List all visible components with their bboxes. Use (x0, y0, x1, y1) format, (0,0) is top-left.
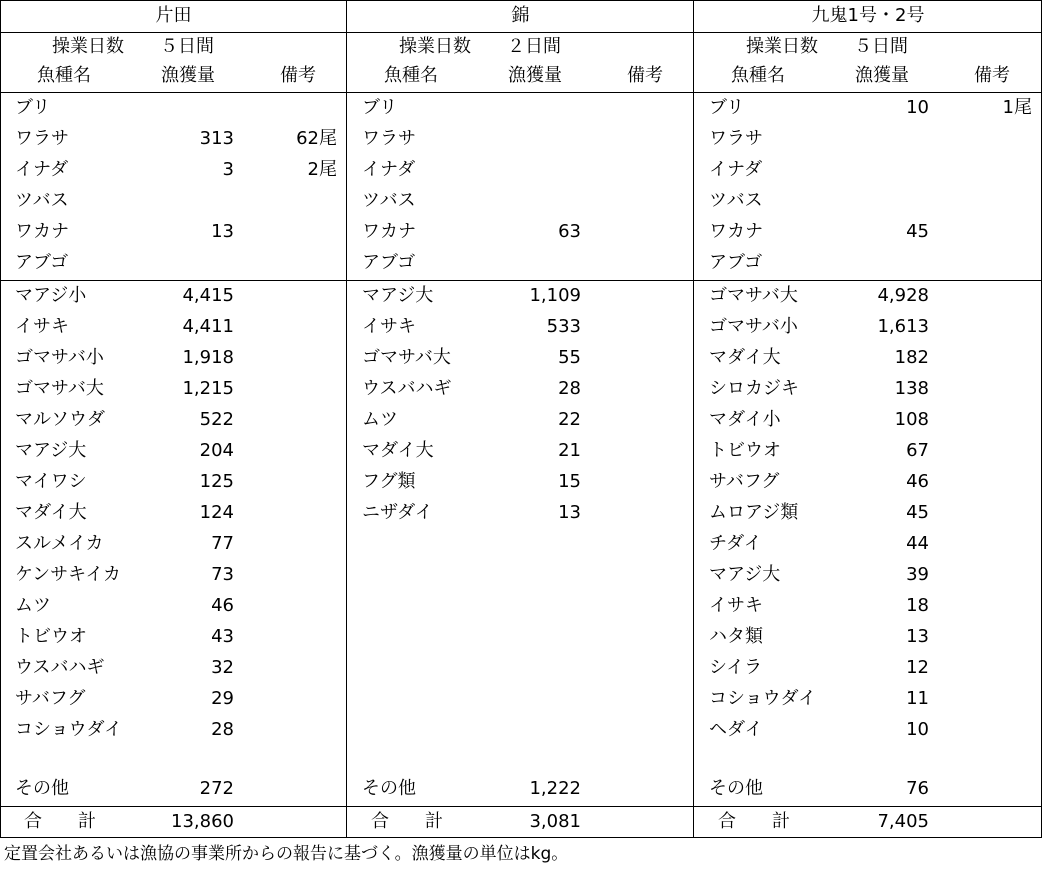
fish-name: イナダ (362, 159, 416, 180)
catch-amount: 1,918 (182, 347, 234, 368)
fish-heading: 魚種名 (384, 65, 438, 86)
catch-heading: 漁獲量 (855, 65, 909, 86)
catch-amount: 3 (222, 159, 234, 180)
catch-amount: 10 (906, 97, 929, 118)
fish-name: フグ類 (362, 471, 416, 492)
fish-name: イサキ (15, 316, 69, 337)
note-value: 62尾 (296, 128, 337, 149)
list-item (694, 590, 1042, 621)
catch-amount: 32 (211, 657, 234, 678)
fish-name: ウスバハギ (362, 378, 452, 399)
list-item (694, 497, 1042, 528)
fish-name: スルメイカ (15, 533, 104, 554)
list-item (694, 123, 1042, 154)
catch-amount: 77 (211, 533, 234, 554)
section-title: 片田 (155, 5, 192, 26)
fish-name: ケンサキイカ (15, 564, 121, 585)
fish-name: ムツ (362, 409, 398, 430)
list-item (347, 466, 694, 497)
catch-amount: 39 (906, 564, 929, 585)
list-item (0, 683, 347, 714)
fish-name: トビウオ (15, 626, 87, 647)
total-row (0, 806, 347, 837)
fish-name: チダイ (709, 533, 762, 554)
list-item (694, 92, 1042, 123)
fish-name: ゴマサバ大 (709, 285, 798, 306)
fish-name: トビウオ (709, 440, 781, 461)
fish-name: ツバス (362, 190, 416, 211)
list-item (347, 280, 694, 311)
other-amount: 76 (906, 778, 929, 799)
fish-name: シロカジキ (709, 378, 799, 399)
fish-name: サバフグ (709, 471, 780, 492)
days-row (347, 32, 694, 62)
catch-amount: 10 (906, 719, 929, 740)
list-item (694, 247, 1042, 278)
days-label: 操業日数 (399, 36, 471, 57)
catch-amount: 13 (906, 626, 929, 647)
fish-name: ゴマサバ小 (709, 316, 798, 337)
fish-name: マダイ大 (362, 440, 434, 461)
fish-name: シイラ (709, 657, 763, 678)
catch-amount: 13 (211, 221, 234, 242)
other-label: その他 (362, 778, 416, 799)
list-item (694, 216, 1042, 247)
other-label: その他 (709, 778, 763, 799)
fish-name: マアジ小 (15, 285, 87, 306)
fish-name: アブゴ (709, 252, 763, 273)
total-row (694, 806, 1042, 837)
catch-amount: 18 (906, 595, 929, 616)
fish-name: ワカナ (709, 221, 763, 242)
list-item (347, 373, 694, 404)
catch-amount: 313 (199, 128, 234, 149)
list-item (347, 247, 694, 278)
list-item (0, 342, 347, 373)
catch-amount: 44 (906, 533, 929, 554)
column-headings (694, 61, 1042, 91)
catch-amount: 63 (558, 221, 581, 242)
catch-amount: 29 (211, 688, 234, 709)
other-amount: 272 (199, 778, 234, 799)
fish-heading: 魚種名 (37, 65, 91, 86)
fish-name: マルソウダ (15, 409, 105, 430)
fish-name: ムツ (15, 595, 51, 616)
total-amount: 13,860 (171, 811, 234, 832)
fish-name: ツバス (709, 190, 763, 211)
fish-name: マイワシ (15, 471, 87, 492)
fish-name: イサキ (709, 595, 763, 616)
other-row (0, 773, 347, 804)
list-item (0, 435, 347, 466)
fish-name: ワカナ (15, 221, 69, 242)
fish-name: マダイ小 (709, 409, 781, 430)
catch-amount: 73 (211, 564, 234, 585)
list-item (347, 185, 694, 216)
total-label: 合 計 (24, 811, 96, 832)
list-item (0, 280, 347, 311)
other-row (694, 773, 1042, 804)
catch-amount: 1,215 (182, 378, 234, 399)
note-heading: 備考 (974, 65, 1010, 86)
list-item (694, 621, 1042, 652)
total-amount: 3,081 (529, 811, 581, 832)
list-item (0, 154, 347, 185)
catch-amount: 1,109 (529, 285, 581, 306)
catch-amount: 12 (906, 657, 929, 678)
list-item (347, 342, 694, 373)
catch-amount: 533 (546, 316, 581, 337)
list-item (694, 714, 1042, 745)
list-item (347, 216, 694, 247)
fish-name: ゴマサバ小 (15, 347, 104, 368)
section-column (694, 0, 1042, 838)
catch-amount: 55 (558, 347, 581, 368)
catch-amount: 28 (558, 378, 581, 399)
list-item (0, 311, 347, 342)
other-label: その他 (15, 778, 69, 799)
list-item (0, 652, 347, 683)
list-item (0, 373, 347, 404)
list-item (694, 435, 1042, 466)
fish-name: ニザダイ (362, 502, 433, 523)
footnote: 定置会社あるいは漁協の事業所からの報告に基づく。漁獲量の単位はkg。 (4, 844, 569, 864)
fish-name: イサキ (362, 316, 416, 337)
list-item (347, 92, 694, 123)
section-title: 九鬼1号・2号 (811, 5, 925, 26)
catch-amount: 22 (558, 409, 581, 430)
catch-amount: 45 (906, 502, 929, 523)
list-item (0, 185, 347, 216)
list-item (0, 404, 347, 435)
days-row (694, 32, 1042, 62)
list-item (694, 404, 1042, 435)
list-item (0, 714, 347, 745)
total-row (347, 806, 694, 837)
catch-amount: 21 (558, 440, 581, 461)
note-value: 1尾 (1002, 97, 1032, 118)
fish-name: ヘダイ (709, 719, 763, 740)
fish-name: マアジ大 (709, 564, 781, 585)
catch-amount: 46 (906, 471, 929, 492)
list-item (347, 497, 694, 528)
catch-amount: 13 (558, 502, 581, 523)
catch-amount: 1,613 (877, 316, 929, 337)
fish-name: アブゴ (15, 252, 69, 273)
list-item (0, 621, 347, 652)
other-row (347, 773, 694, 804)
fish-heading: 魚種名 (731, 65, 785, 86)
list-item (347, 311, 694, 342)
catch-heading: 漁獲量 (508, 65, 562, 86)
list-item (347, 123, 694, 154)
fish-name: ハタ類 (709, 626, 763, 647)
catch-amount: 4,415 (182, 285, 234, 306)
fish-name: ワラサ (709, 128, 763, 149)
catch-amount: 182 (894, 347, 929, 368)
days-row (0, 32, 347, 62)
list-item (694, 373, 1042, 404)
list-item (0, 590, 347, 621)
catch-amount: 138 (894, 378, 929, 399)
catch-heading: 漁獲量 (161, 65, 215, 86)
days-value: ２日間 (507, 36, 561, 57)
fish-name: サバフグ (15, 688, 86, 709)
list-item (694, 683, 1042, 714)
fish-name: マダイ大 (15, 502, 87, 523)
list-item (694, 185, 1042, 216)
list-item (0, 247, 347, 278)
catch-amount: 522 (199, 409, 234, 430)
fish-name: マアジ大 (362, 285, 434, 306)
list-item (0, 216, 347, 247)
note-heading: 備考 (280, 65, 316, 86)
catch-amount: 125 (199, 471, 234, 492)
list-item (0, 123, 347, 154)
fish-name: マダイ大 (709, 347, 781, 368)
list-item (0, 92, 347, 123)
days-label: 操業日数 (746, 36, 818, 57)
catch-amount: 15 (558, 471, 581, 492)
days-value: ５日間 (160, 36, 214, 57)
list-item (0, 466, 347, 497)
list-item (694, 280, 1042, 311)
list-item (347, 154, 694, 185)
section-title: 錦 (511, 5, 530, 26)
catch-amount: 67 (906, 440, 929, 461)
total-label: 合 計 (718, 811, 790, 832)
list-item (0, 497, 347, 528)
catch-amount: 45 (906, 221, 929, 242)
list-item (0, 559, 347, 590)
fish-name: ワラサ (15, 128, 69, 149)
fish-name: ブリ (15, 97, 51, 118)
catch-amount: 43 (211, 626, 234, 647)
fish-name: ブリ (362, 97, 398, 118)
fish-name: イナダ (709, 159, 763, 180)
catch-amount: 124 (199, 502, 234, 523)
column-headings (0, 61, 347, 91)
list-item (347, 435, 694, 466)
fish-name: ゴマサバ大 (15, 378, 104, 399)
list-item (694, 154, 1042, 185)
list-item (694, 342, 1042, 373)
note-value: 2尾 (307, 159, 337, 180)
list-item (694, 311, 1042, 342)
total-label: 合 計 (371, 811, 443, 832)
fish-name: ワラサ (362, 128, 416, 149)
list-item (694, 466, 1042, 497)
days-label: 操業日数 (52, 36, 124, 57)
catch-amount: 204 (199, 440, 234, 461)
days-value: ５日間 (854, 36, 908, 57)
section-column (347, 0, 694, 838)
fish-name: ブリ (709, 97, 745, 118)
fish-name: アブゴ (362, 252, 416, 273)
column-headings (347, 61, 694, 91)
fish-name: ムロアジ類 (709, 502, 799, 523)
catch-amount: 108 (894, 409, 929, 430)
fish-name: コショウダイ (15, 719, 123, 740)
catch-amount: 4,411 (182, 316, 234, 337)
other-amount: 1,222 (529, 778, 581, 799)
fish-name: コショウダイ (709, 688, 817, 709)
fish-name: ウスバハギ (15, 657, 105, 678)
list-item (347, 404, 694, 435)
fish-name: ツバス (15, 190, 69, 211)
fish-name: マアジ大 (15, 440, 87, 461)
catch-amount: 11 (906, 688, 929, 709)
section-column (0, 0, 347, 838)
catch-amount: 4,928 (877, 285, 929, 306)
catch-amount: 28 (211, 719, 234, 740)
fish-name: イナダ (15, 159, 69, 180)
note-heading: 備考 (627, 65, 663, 86)
list-item (694, 652, 1042, 683)
catch-amount: 46 (211, 595, 234, 616)
list-item (694, 528, 1042, 559)
total-amount: 7,405 (877, 811, 929, 832)
fish-name: ワカナ (362, 221, 416, 242)
list-item (694, 559, 1042, 590)
fish-name: ゴマサバ大 (362, 347, 451, 368)
list-item (0, 528, 347, 559)
